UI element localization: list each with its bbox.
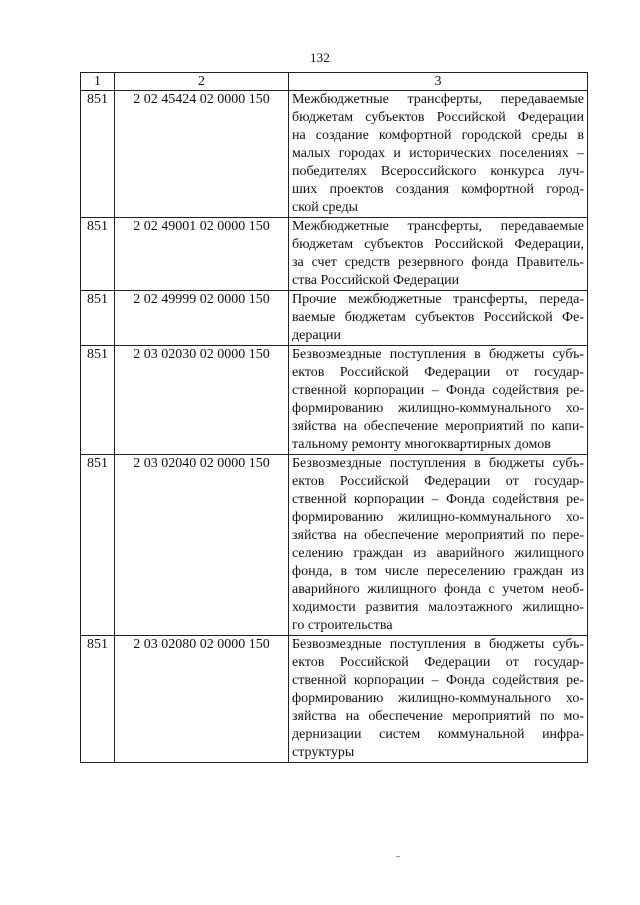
revenue-name-line: структуры bbox=[292, 745, 355, 760]
revenue-name-line: бюджетам субъектов Российской Федерации, bbox=[292, 237, 584, 252]
revenue-name-line: ваемые бюджетам субъектов Российской Фе- bbox=[292, 310, 584, 325]
revenue-name-line: зяйства на обеспечение мероприятий по мо- bbox=[292, 709, 584, 724]
revenue-code-cell: 2 02 45424 02 0000 150 bbox=[115, 91, 289, 218]
revenue-code-cell: 2 03 02080 02 0000 150 bbox=[115, 636, 289, 763]
revenue-name-line: ектов Российской Федерации от государ- bbox=[292, 365, 584, 380]
table-row bbox=[81, 636, 588, 763]
revenue-name-line: бюджетам субъектов Российской Федерации bbox=[292, 110, 584, 125]
table-row bbox=[81, 455, 588, 636]
revenue-name-line: на создание комфортной городской среды в bbox=[292, 128, 584, 143]
table-row bbox=[81, 91, 588, 218]
revenue-code-cell: 2 03 02030 02 0000 150 bbox=[115, 346, 289, 455]
revenue-name-line: ственной корпорации – Фонда содействия ре- bbox=[292, 383, 584, 398]
revenue-name-line: Безвозмездные поступления в бюджеты субъ- bbox=[292, 456, 584, 471]
revenue-name-cell bbox=[289, 218, 588, 291]
column-header-2: 2 bbox=[115, 73, 289, 91]
revenue-name-line: Безвозмездные поступления в бюджеты субъ- bbox=[292, 637, 584, 652]
admin-code-cell: 851 bbox=[81, 346, 115, 455]
revenue-name-line: зяйства на обеспечение мероприятий по капи- bbox=[292, 419, 584, 434]
revenue-name-line: зяйства на обеспечение мероприятий по пере- bbox=[292, 528, 584, 543]
revenue-code-cell: 2 02 49999 02 0000 150 bbox=[115, 291, 289, 346]
revenue-name-line: ственной корпорации – Фонда содействия ре- bbox=[292, 492, 584, 507]
admin-code-cell: 851 bbox=[81, 636, 115, 763]
revenue-name-line: ской среды bbox=[292, 200, 359, 215]
table-row bbox=[81, 218, 588, 291]
revenue-name-line: формированию жилищно-коммунального хо- bbox=[292, 401, 584, 416]
revenue-name-line: Межбюджетные трансферты, передаваемые bbox=[292, 92, 584, 107]
column-header-3: 3 bbox=[289, 73, 588, 91]
revenue-name-line: за счет средств резервного фонда Правитель- bbox=[292, 255, 584, 270]
revenue-name-line: ходимости развития малоэтажного жилищно- bbox=[292, 600, 584, 615]
revenue-name-line: победителях Всероссийского конкурса луч- bbox=[292, 164, 584, 179]
admin-code-cell: 851 bbox=[81, 455, 115, 636]
revenue-name-line: ектов Российской Федерации от государ- bbox=[292, 474, 584, 489]
revenue-name-line: Безвозмездные поступления в бюджеты субъ- bbox=[292, 347, 584, 362]
revenue-name-line: селению граждан из аварийного жилищного bbox=[292, 546, 584, 561]
revenue-name-line: ших проектов создания комфортной город- bbox=[292, 182, 584, 197]
revenue-name-line: ственной корпорации – Фонда содействия ре- bbox=[292, 673, 584, 688]
revenue-name-line: Межбюджетные трансферты, передаваемые bbox=[292, 219, 584, 234]
revenue-name-line: го строительства bbox=[292, 618, 393, 633]
revenue-name-cell bbox=[289, 636, 588, 763]
revenue-name-cell bbox=[289, 291, 588, 346]
admin-code-cell: 851 bbox=[81, 218, 115, 291]
column-header-1: 1 bbox=[81, 73, 115, 91]
admin-code-cell: 851 bbox=[81, 291, 115, 346]
revenue-code-cell: 2 02 49001 02 0000 150 bbox=[115, 218, 289, 291]
revenue-code-cell: 2 03 02040 02 0000 150 bbox=[115, 455, 289, 636]
revenue-name-line: Прочие межбюджетные трансферты, переда- bbox=[292, 292, 584, 307]
revenue-name-line: малых городах и исторических поселениях – bbox=[292, 146, 584, 161]
revenue-name-line: ектов Российской Федерации от государ- bbox=[292, 655, 584, 670]
budget-classification-table bbox=[80, 72, 588, 763]
revenue-name-cell bbox=[289, 91, 588, 218]
page-number: 132 bbox=[309, 50, 331, 65]
revenue-name-line: формированию жилищно-коммунального хо- bbox=[292, 510, 584, 525]
table-row bbox=[81, 291, 588, 346]
table-header-row bbox=[81, 73, 588, 91]
revenue-name-cell bbox=[289, 346, 588, 455]
revenue-name-line: тальному ремонту многоквартирных домов bbox=[292, 437, 551, 452]
revenue-name-cell bbox=[289, 455, 588, 636]
revenue-name-line: дерации bbox=[292, 328, 342, 343]
revenue-name-line: ства Российской Федерации bbox=[292, 273, 460, 288]
revenue-name-line: фонда, в том числе переселению граждан из bbox=[292, 564, 584, 579]
revenue-name-line: дернизации систем коммунальной инфра- bbox=[292, 727, 584, 742]
table-row bbox=[81, 346, 588, 455]
admin-code-cell: 851 bbox=[81, 91, 115, 218]
revenue-name-line: формированию жилищно-коммунального хо- bbox=[292, 691, 584, 706]
revenue-name-line: аварийного жилищного фонда с учетом необ- bbox=[292, 582, 584, 597]
footer-mark bbox=[396, 856, 400, 857]
